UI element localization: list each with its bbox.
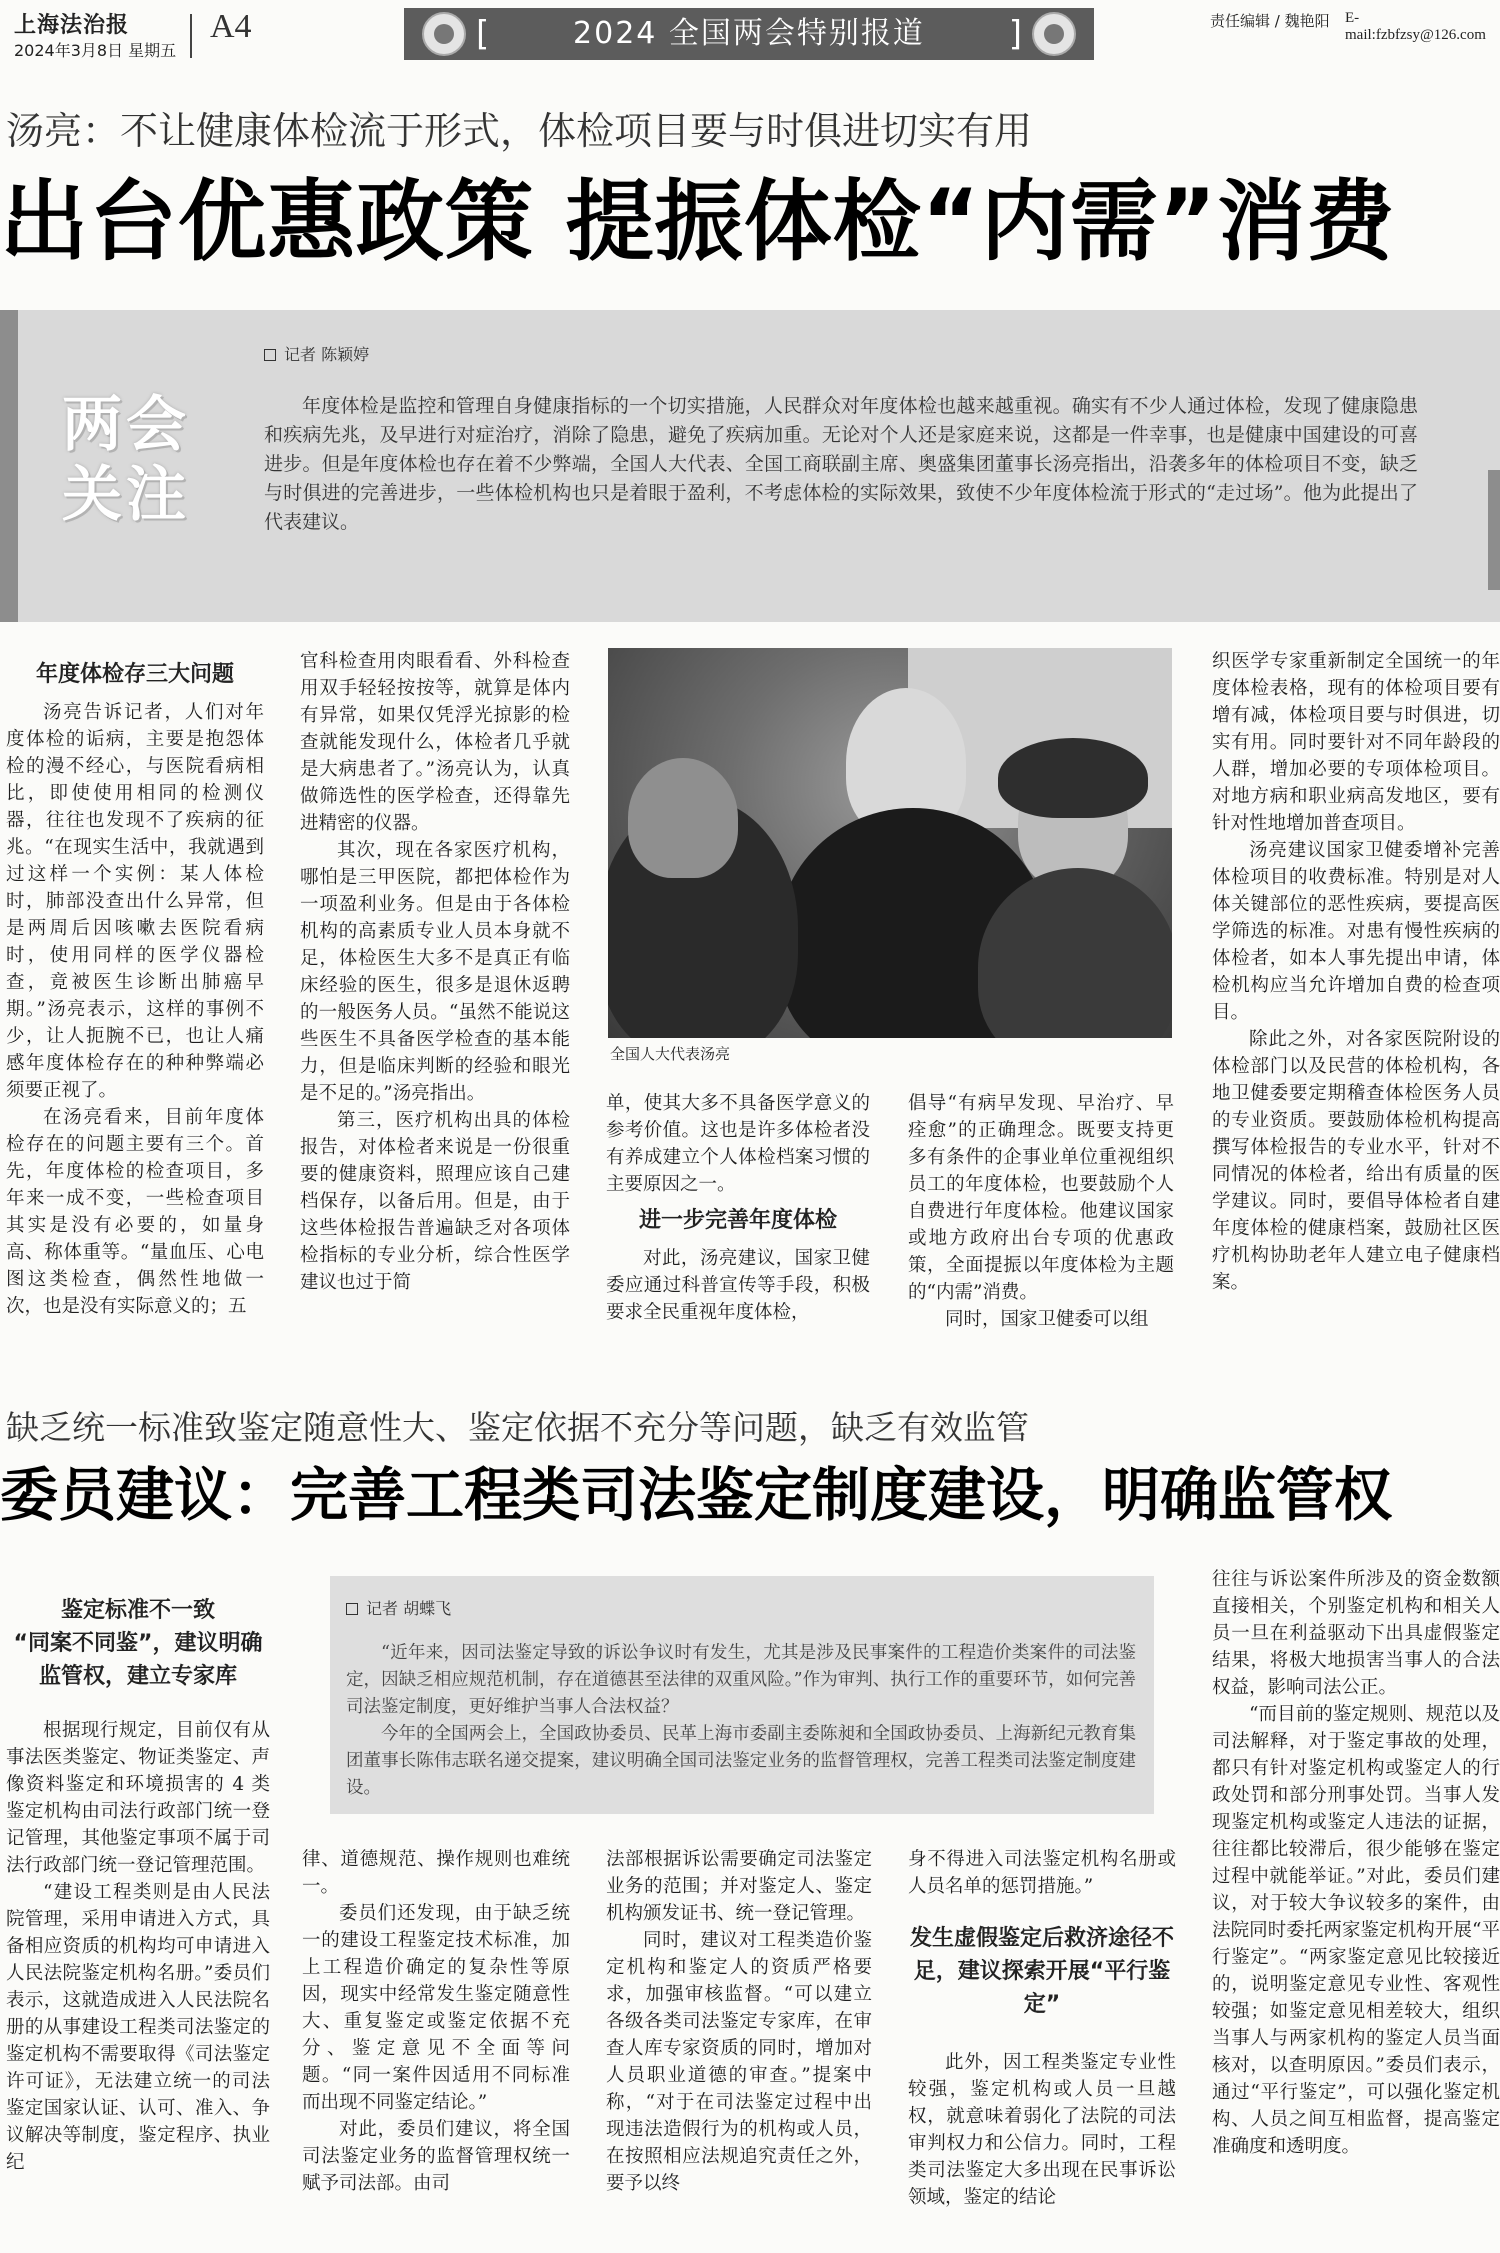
paragraph: 对此，委员们建议，将全国司法鉴定业务的监督管理权统一赋予司法部。由司 bbox=[302, 2119, 570, 2194]
special-report-banner bbox=[404, 8, 1094, 60]
square-bullet-icon bbox=[264, 349, 276, 361]
byline-text: 记者 胡蝶飞 bbox=[366, 1599, 452, 1618]
square-bullet-icon bbox=[346, 1603, 358, 1615]
subheading: 进一步完善年度体检 bbox=[638, 1208, 837, 1233]
paragraph: 同时，国家卫健委可以组 bbox=[945, 1309, 1149, 1330]
article1-column-2 bbox=[300, 648, 570, 1332]
bracket-right-icon: ] bbox=[1008, 14, 1022, 54]
banner-title: 2024 全国两会特别报道 bbox=[573, 16, 925, 51]
editor-email: E-mail:fzbfzsy@126.com bbox=[1345, 10, 1486, 43]
newspaper-logo: 上海法治报 bbox=[14, 12, 130, 38]
lead-box-accent-right bbox=[1488, 470, 1500, 590]
byline-text: 记者 陈颖婷 bbox=[284, 345, 370, 364]
subheading: 年度体检存三大问题 bbox=[35, 662, 234, 687]
photo-hair-right bbox=[998, 738, 1148, 818]
paragraph: 倡导“有病早发现、早治疗、早痊愈”的正确理念。既要支持更多有条件的企事业单位重视组织员工的年度体检，也要鼓励个人自费进行年度体检。他建议国家或地方政府出台专项的优惠政策，全面提振以年度体检为主题的“内需”消费。 bbox=[908, 1093, 1174, 1303]
paragraph: 第三，医疗机构出具的体检报告，对体检者来说是一份很重要的健康资料，照理应该自己建档保存，以备后用。但是，由于这些体检报告普遍缺乏对各项体检指标的专业分析，综合性医学建议也过于简 bbox=[300, 1110, 570, 1293]
court-emblem-icon bbox=[1032, 12, 1076, 56]
paragraph: 对此，汤亮建议，国家卫健委应通过科普宣传等手段，积极要求全民重视年度体检， bbox=[606, 1248, 870, 1323]
focus-tag: 两会关注 bbox=[62, 390, 190, 530]
paragraph: 律、道德规范、操作规则也难统一。 bbox=[302, 1849, 570, 1897]
paragraph: 单，使其大多不具备医学意义的参考价值。这也是许多体检者没有养成建立个人体检档案习惯的主要原因之一。 bbox=[606, 1093, 870, 1195]
article2-headline: 委员建议：完善工程类司法鉴定制度建设，明确监管权 bbox=[0, 1461, 1393, 1529]
paragraph: 织医学专家重新制定全国统一的年度体检表格，现有的体检项目要有增有减，体检项目要与时俱进，切实有用。同时要针对不同年龄段的人群，增加必要的专项体检项目。对地方病和职业病高发地区，要有针对性地增加普查项目。 bbox=[1212, 651, 1500, 834]
paragraph: 汤亮建议国家卫健委增补完善体检项目的收费标准。特别是对人体关键部位的恶性疾病，要提高医学筛选的标准。对患有慢性疾病的体检者，如本人事先提出申请，体检机构应当允许增加自费的检查项目。 bbox=[1212, 840, 1500, 1023]
paragraph: 此外，因工程类鉴定专业性较强，鉴定机构或人员一旦越权，就意味着弱化了法院的司法审判权力和公信力。同时，工程类司法鉴定大多出现在民事诉讼领域，鉴定的结论 bbox=[908, 2052, 1176, 2208]
lead-box-accent bbox=[0, 310, 18, 622]
lead-paragraph: 今年的全国两会上，全国政协委员、民革上海市委副主委陈昶和全国政协委员、上海新纪元教育集团董事长陈伟志联名递交提案，建议明确全国司法鉴定业务的监督管理权，完善工程类司法鉴定制度建设。 bbox=[346, 1724, 1136, 1798]
article1-column-4 bbox=[908, 1090, 1174, 1342]
article2-kicker: 缺乏统一标准致鉴定随意性大、鉴定依据不充分等问题，缺乏有效监管 bbox=[6, 1408, 1029, 1447]
paragraph: 法部根据诉讼需要确定司法鉴定业务的范围；并对鉴定人、鉴定机构颁发证书、统一登记管理。 bbox=[606, 1849, 872, 1924]
masthead-divider bbox=[190, 14, 192, 58]
article1-lead bbox=[264, 392, 1418, 537]
article1-column-3 bbox=[606, 1090, 870, 1342]
paragraph: 根据现行规定，目前仅有从事法医类鉴定、物证类鉴定、声像资料鉴定和环境损害的 4 类鉴定机构由司法行政部门统一登记管理，其他鉴定事项不属于司法行政部门统一登记管理范围。 bbox=[6, 1720, 270, 1876]
article2-lead bbox=[346, 1640, 1136, 1802]
paragraph: 官科检查用肉眼看看、外科检查用双手轻轻按按等，就算是体内有异常，如果仅凭浮光掠影的检查就能发现什么，体检者几乎就是大病患者了。”汤亮认为，认真做筛选性的医学检查，还得靠先进精密的仪器。 bbox=[300, 651, 570, 834]
paragraph: 同时，建议对工程类造价鉴定机构和鉴定人的资质严格要求，加强审核监督。“可以建立各级各类司法鉴定专家库，在审查人库专家资质的同时，增加对人员职业道德的审查。”提案中称，“对于在司法鉴定过程中出现违法造假行为的机构或人员，在按照相应法规追究责任之外，要予以终 bbox=[606, 1930, 872, 2194]
paragraph: “建设工程类则是由人民法院管理，采用申请进入方式，具备相应资质的机构均可申请进入人民法院鉴定机构名册。”委员们表示，这就造成进入人民法院名册的从事建设工程类司法鉴定的鉴定机构不需要取得《司法鉴定许可证》，无法建立统一的司法鉴定国家认证、认可、准入、争议解决等制度，鉴定程序、执业纪 bbox=[6, 1882, 270, 2173]
photo-caption: 全国人大代表汤亮 bbox=[610, 1045, 731, 1063]
paragraph: 往往与诉讼案件所涉及的资金数额直接相关，个别鉴定机构和相关人员一旦在利益驱动下出具虚假鉴定结果，将极大地损害当事人的合法权益，影响司法公正。 bbox=[1212, 1569, 1500, 1698]
article2-byline bbox=[346, 1596, 451, 1619]
article1-column-5 bbox=[1212, 648, 1500, 1340]
paragraph: 除此之外，对各家医院附设的体检部门以及民营的体检机构，各地卫健委要定期稽查体检医务人员的专业资质。要鼓励体检机构提高撰写体检报告的专业水平，针对不同情况的体检者，给出有质量的医学建议。同时，要倡导体检者自建年度体检的健康档案，鼓励社区医疗机构协助老年人建立电子健康档案。 bbox=[1212, 1029, 1500, 1293]
subheading: 发生虚假鉴定后救济途径不足，建议探索开展“平行鉴定” bbox=[909, 1926, 1174, 2017]
article2-column-4 bbox=[908, 1846, 1176, 2253]
lead-paragraph: “近年来，因司法鉴定导致的诉讼争议时有发生，尤其是涉及民事案件的工程造价类案件的司法鉴定，因缺乏相应规范机制，存在道德甚至法律的双重风险。”作为审判、执行工作的重要环节，如何完善司法鉴定制度，更好维护当事人合法权益？ bbox=[346, 1643, 1136, 1717]
paragraph: 身不得进入司法鉴定机构名册或人员名单的惩罚措施。” bbox=[908, 1849, 1176, 1897]
lead-paragraph: 年度体检是监控和管理自身健康指标的一个切实措施，人民群众对年度体检也越来越重视。确实有不少人通过体检，发现了健康隐患和疾病先兆，及早进行对症治疗，消除了隐患，避免了疾病加重。无论对个人还是家庭来说，这都是一件幸事，也是健康中国建设的可喜进步。但是年度体检也存在着不少弊端，全国人大代表、全国工商联副主席、奥盛集团董事长汤亮指出，沿袭多年的体检项目不变，缺乏与时俱进的完善进步，一些体检机构也只是着眼于盈利，不考虑体检的实际效果，致使不少年度体检流于形式的“走过场”。他为此提出了代表建议。 bbox=[264, 395, 1418, 533]
paragraph: 汤亮告诉记者，人们对年度体检的诟病，主要是抱怨体检的漫不经心，与医院看病相比，即使使用相同的检测仪器，往往也发现不了疾病的征兆。“在现实生活中，我就遇到过这样一个实例：某人体检时，肺部没查出什么异常，但是两周后因咳嗽去医院看病时，使用同样的医学仪器检查，竟被医生诊断出肺癌早期。”汤亮表示，这样的事例不少，让人扼腕不已，也让人痛感年度体检存在的种种弊端必须要正视了。 bbox=[6, 702, 264, 1101]
paragraph: 在汤亮看来，目前年度体检存在的问题主要有三个。首先，年度体检的检查项目，多年来一成不变，一些检查项目其实是没有必要的，如量身高、称体重等。“量血压、心电图这类检查，偶然性地做一次，也是没有实际意义的；五 bbox=[6, 1107, 264, 1317]
article1-byline bbox=[264, 342, 369, 365]
paragraph: “而目前的鉴定规则、规范以及司法解释，对于鉴定事故的处理，都只有针对鉴定机构或鉴定人的行政处罚和部分刑事处罚。当事人发现鉴定机构或鉴定人违法的证据，往往都比较滞后，很少能够在鉴定过程中就能举证。”对此，委员们建议，对于较大争议较多的案件，由法院同时委托两家鉴定机构开展“平行鉴定”。“两家鉴定意见比较接近的，说明鉴定意见专业性、客观性较强；如鉴定意见相差较大，组织当事人与两家机构的鉴定人员当面核对，以查明原因。”委员们表示，通过“平行鉴定”，可以强化鉴定机构、人员之间互相监督，提高鉴定准确度和透明度。 bbox=[1212, 1704, 1500, 2157]
bracket-left-icon: [ bbox=[476, 14, 490, 54]
national-emblem-icon bbox=[422, 12, 466, 56]
article1-column-1 bbox=[6, 652, 264, 1332]
issue-date: 2024年3月8日 星期五 bbox=[14, 41, 177, 60]
article2-column-2 bbox=[302, 1846, 570, 2253]
paragraph: 委员们还发现，由于缺乏统一的建设工程鉴定技术标准，加上工程造价确定的复杂性等原因，现实中经常发生鉴定随意性大、重复鉴定或鉴定依据不充分、鉴定意见不全面等问题。“同一案件因适用不同标准而出现不同鉴定结论。” bbox=[302, 1903, 570, 2113]
article2-column-1 bbox=[6, 1594, 270, 2253]
article2-column-5 bbox=[1212, 1566, 1500, 2253]
article2-column-3 bbox=[606, 1846, 872, 2253]
subheading: 鉴定标准不一致 “同案不同鉴”，建议明确监管权，建立专家库 bbox=[13, 1598, 263, 1689]
photo-head-left bbox=[628, 758, 738, 878]
photo-delegate bbox=[608, 648, 1172, 1038]
article1-headline: 出台优惠政策 提振体检“内需”消费 bbox=[0, 170, 1396, 273]
responsible-editor: 责任编辑 / 魏艳阳 bbox=[1210, 12, 1330, 30]
paragraph: 其次，现在各家医疗机构，哪怕是三甲医院，都把体检作为一项盈利业务。但是由于各体检机构的高素质专业人员本身就不足，体检医生大多不是真正有临床经验的医生，很多是退休返聘的一般医务人员。“虽然不能说这些医生不具备医学检查的基本能力，但是临床判断的经验和眼光是不足的。”汤亮指出。 bbox=[300, 840, 570, 1104]
page-number: A4 bbox=[210, 8, 252, 45]
article1-kicker: 汤亮：不让健康体检流于形式，体检项目要与时俱进切实有用 bbox=[6, 109, 1033, 153]
